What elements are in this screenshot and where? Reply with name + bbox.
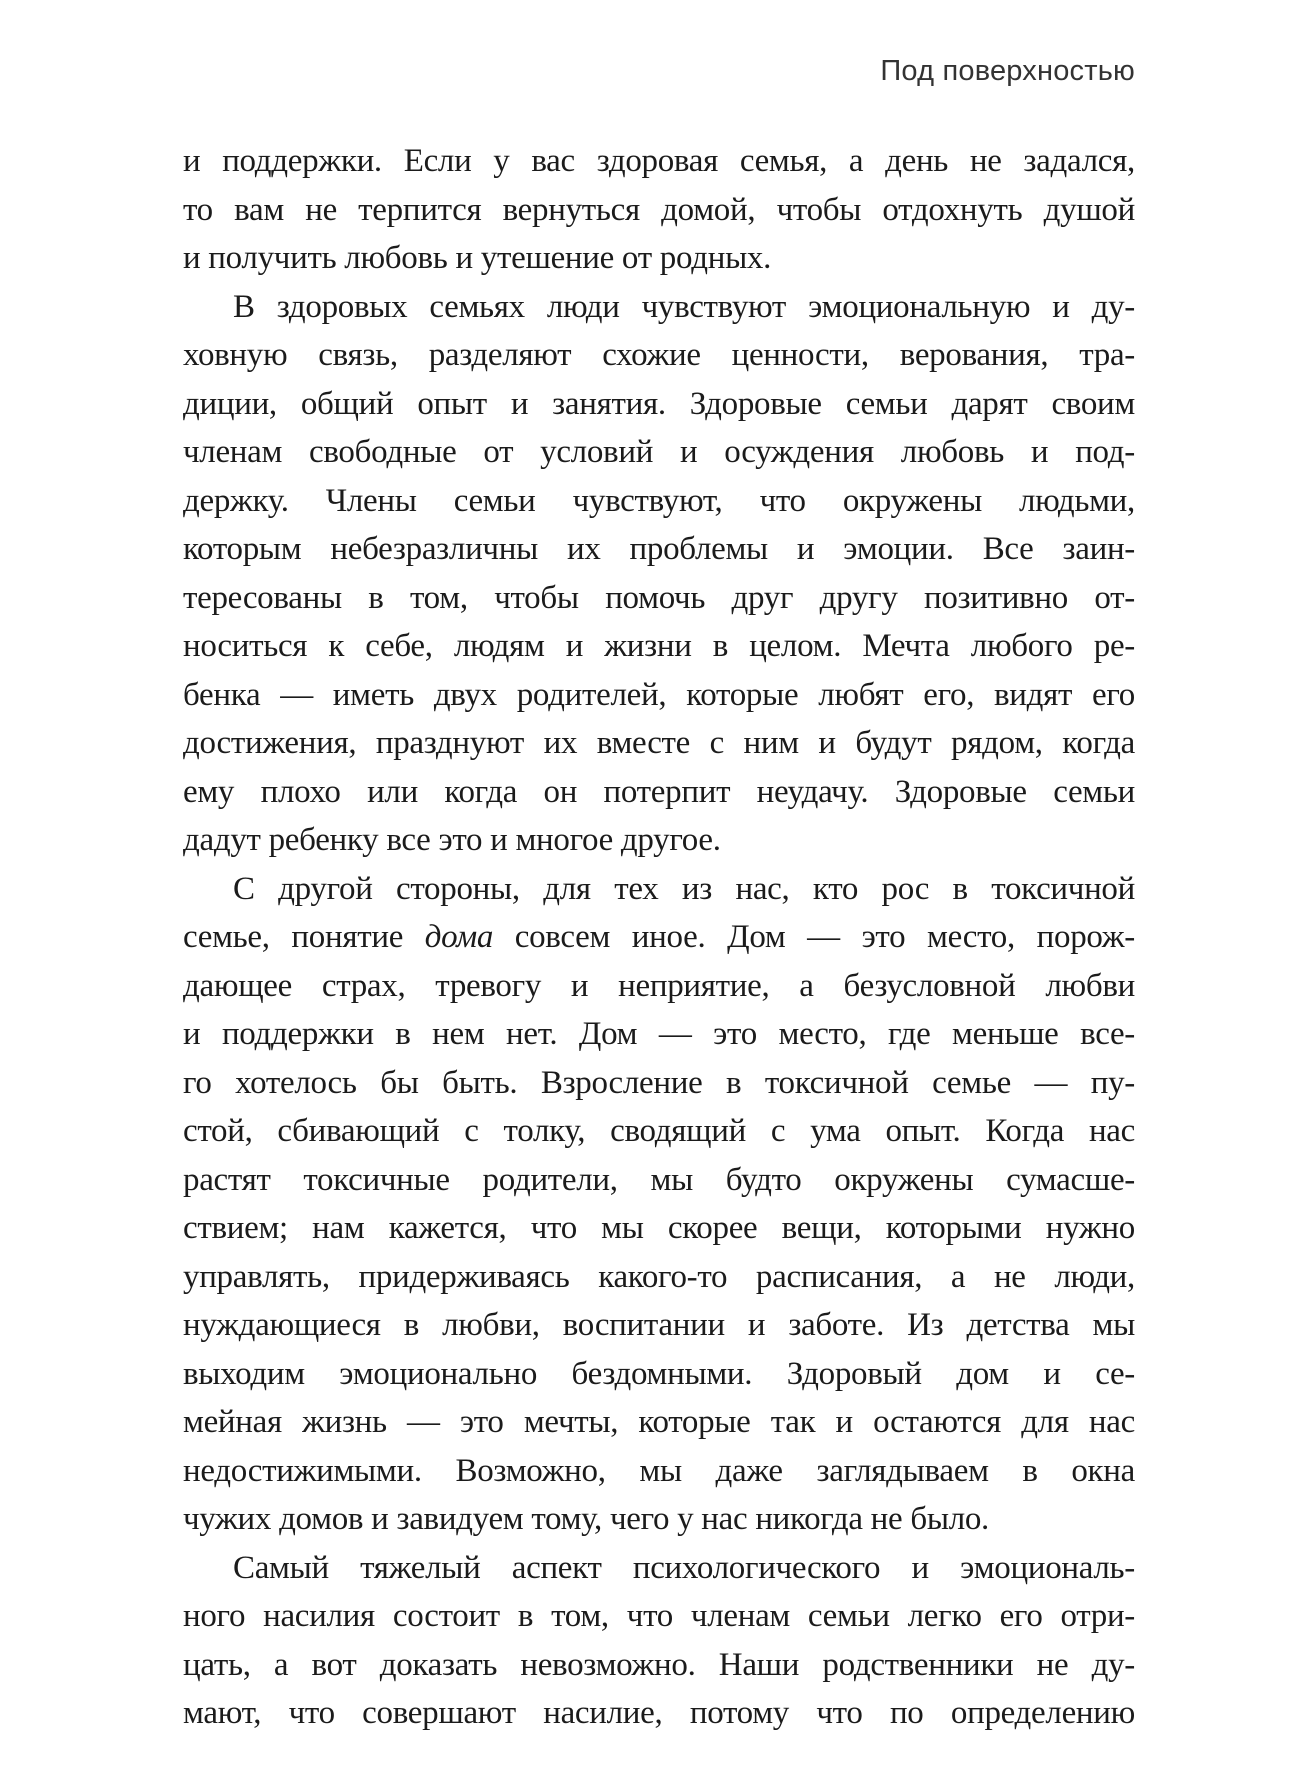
text-line [183,1495,1135,1544]
text-segment: недостижимыми. Возможно, мы даже заглядываем в окна [183,1452,1135,1489]
text-line [183,1253,1135,1302]
text-segment: дадут ребенку все это и многое другое. [183,822,721,858]
text-segment: то вам не терпится вернуться домой, чтобы отдохнуть душой [183,191,1135,228]
text-segment: и поддержки в нем нет. Дом — это место, где меньше все- [183,1016,1135,1052]
text-line [183,768,1135,817]
text-segment: членам свободные от условий и осуждения любовь и под- [183,434,1135,470]
text-segment: достижения, празднуют их вместе с ним и будут рядом, когда [183,725,1135,761]
text-line [183,1156,1135,1205]
text-segment: бенка — иметь двух родителей, которые любят его, видят его [183,676,1135,713]
text-segment: дающее страх, тревогу и неприятие, а безусловной любви [183,967,1135,1004]
text-segment: семье, понятие [183,919,425,955]
text-line [183,137,1135,186]
text-segment: диции, общий опыт и занятия. Здоровые семьи дарят своим [183,385,1135,422]
text-segment: Самый тяжелый аспект психологического и эмоциональ- [233,1549,1135,1586]
running-header: Под поверхностью [880,55,1135,87]
text-line [183,1010,1135,1059]
text-segment: держку. Члены семьи чувствуют, что окружены людьми, [183,482,1135,519]
text-line [183,622,1135,671]
text-line [183,816,1135,865]
text-segment: которым небезразличны их проблемы и эмоции. Все заин- [183,531,1135,567]
text-segment: мейная жизнь — это мечты, которые так и остаются для нас [183,1404,1135,1440]
text-line [183,1350,1135,1399]
text-segment: мают, что совершают насилие, потому что по определению [183,1695,1135,1731]
text-line [183,962,1135,1011]
text-line [183,234,1135,283]
text-segment: цать, а вот доказать невозможно. Наши родственники не ду- [183,1646,1135,1683]
text-segment: совсем иное. Дом — это место, порож- [493,919,1135,955]
text-line [183,428,1135,477]
text-segment: нуждающиеся в любви, воспитании и заботе. Из детства мы [183,1307,1135,1343]
text-segment: ствием; нам кажется, что мы скорее вещи, которыми нужно [183,1210,1135,1246]
text-segment: ного насилия состоит в том, что членам семьи легко его отри- [183,1598,1135,1634]
text-line [183,1204,1135,1253]
text-segment: и получить любовь и утешение от родных. [183,240,772,276]
body-text [183,137,1135,1738]
text-segment: носиться к себе, людям и жизни в целом. Мечта любого ре- [183,628,1135,664]
text-line [183,283,1135,332]
text-line [183,574,1135,623]
text-line [183,1641,1135,1690]
text-line [183,186,1135,235]
text-segment: стой, сбивающий с толку, сводящий с ума опыт. Когда нас [183,1113,1135,1149]
italic-text-segment: дома [424,919,494,955]
text-segment: ему плохо или когда он потерпит неудачу. Здоровые семьи [183,773,1135,810]
text-segment: ховную связь, разделяют схожие ценности, верования, тра- [183,337,1135,373]
text-line [183,1059,1135,1108]
text-line [183,477,1135,526]
text-line [183,719,1135,768]
text-segment: и поддержки. Если у вас здоровая семья, а день не задался, [183,143,1135,179]
text-line [183,913,1135,962]
text-segment: растят токсичные родители, мы будто окружены сумасше- [183,1161,1135,1198]
text-segment: В здоровых семьях люди чувствуют эмоциональную и ду- [233,288,1135,325]
text-line [183,671,1135,720]
text-line [183,380,1135,429]
text-line [183,1544,1135,1593]
text-line [183,331,1135,380]
text-line [183,865,1135,914]
text-line [183,1592,1135,1641]
text-line [183,1398,1135,1447]
text-segment: чужих домов и завидуем тому, чего у нас никогда не было. [183,1501,990,1537]
text-segment: управлять, придерживаясь какого-то расписания, а не люди, [183,1258,1135,1295]
text-line [183,1447,1135,1496]
text-segment: тересованы в том, чтобы помочь друг другу позитивно от- [183,579,1135,616]
text-segment: С другой стороны, для тех из нас, кто рос в токсичной [233,870,1135,907]
text-line [183,1301,1135,1350]
text-segment: выходим эмоционально бездомными. Здоровый дом и се- [183,1355,1135,1392]
text-line [183,525,1135,574]
text-line [183,1689,1135,1738]
text-line [183,1107,1135,1156]
text-segment: го хотелось бы быть. Взросление в токсичной семье — пу- [183,1064,1135,1101]
